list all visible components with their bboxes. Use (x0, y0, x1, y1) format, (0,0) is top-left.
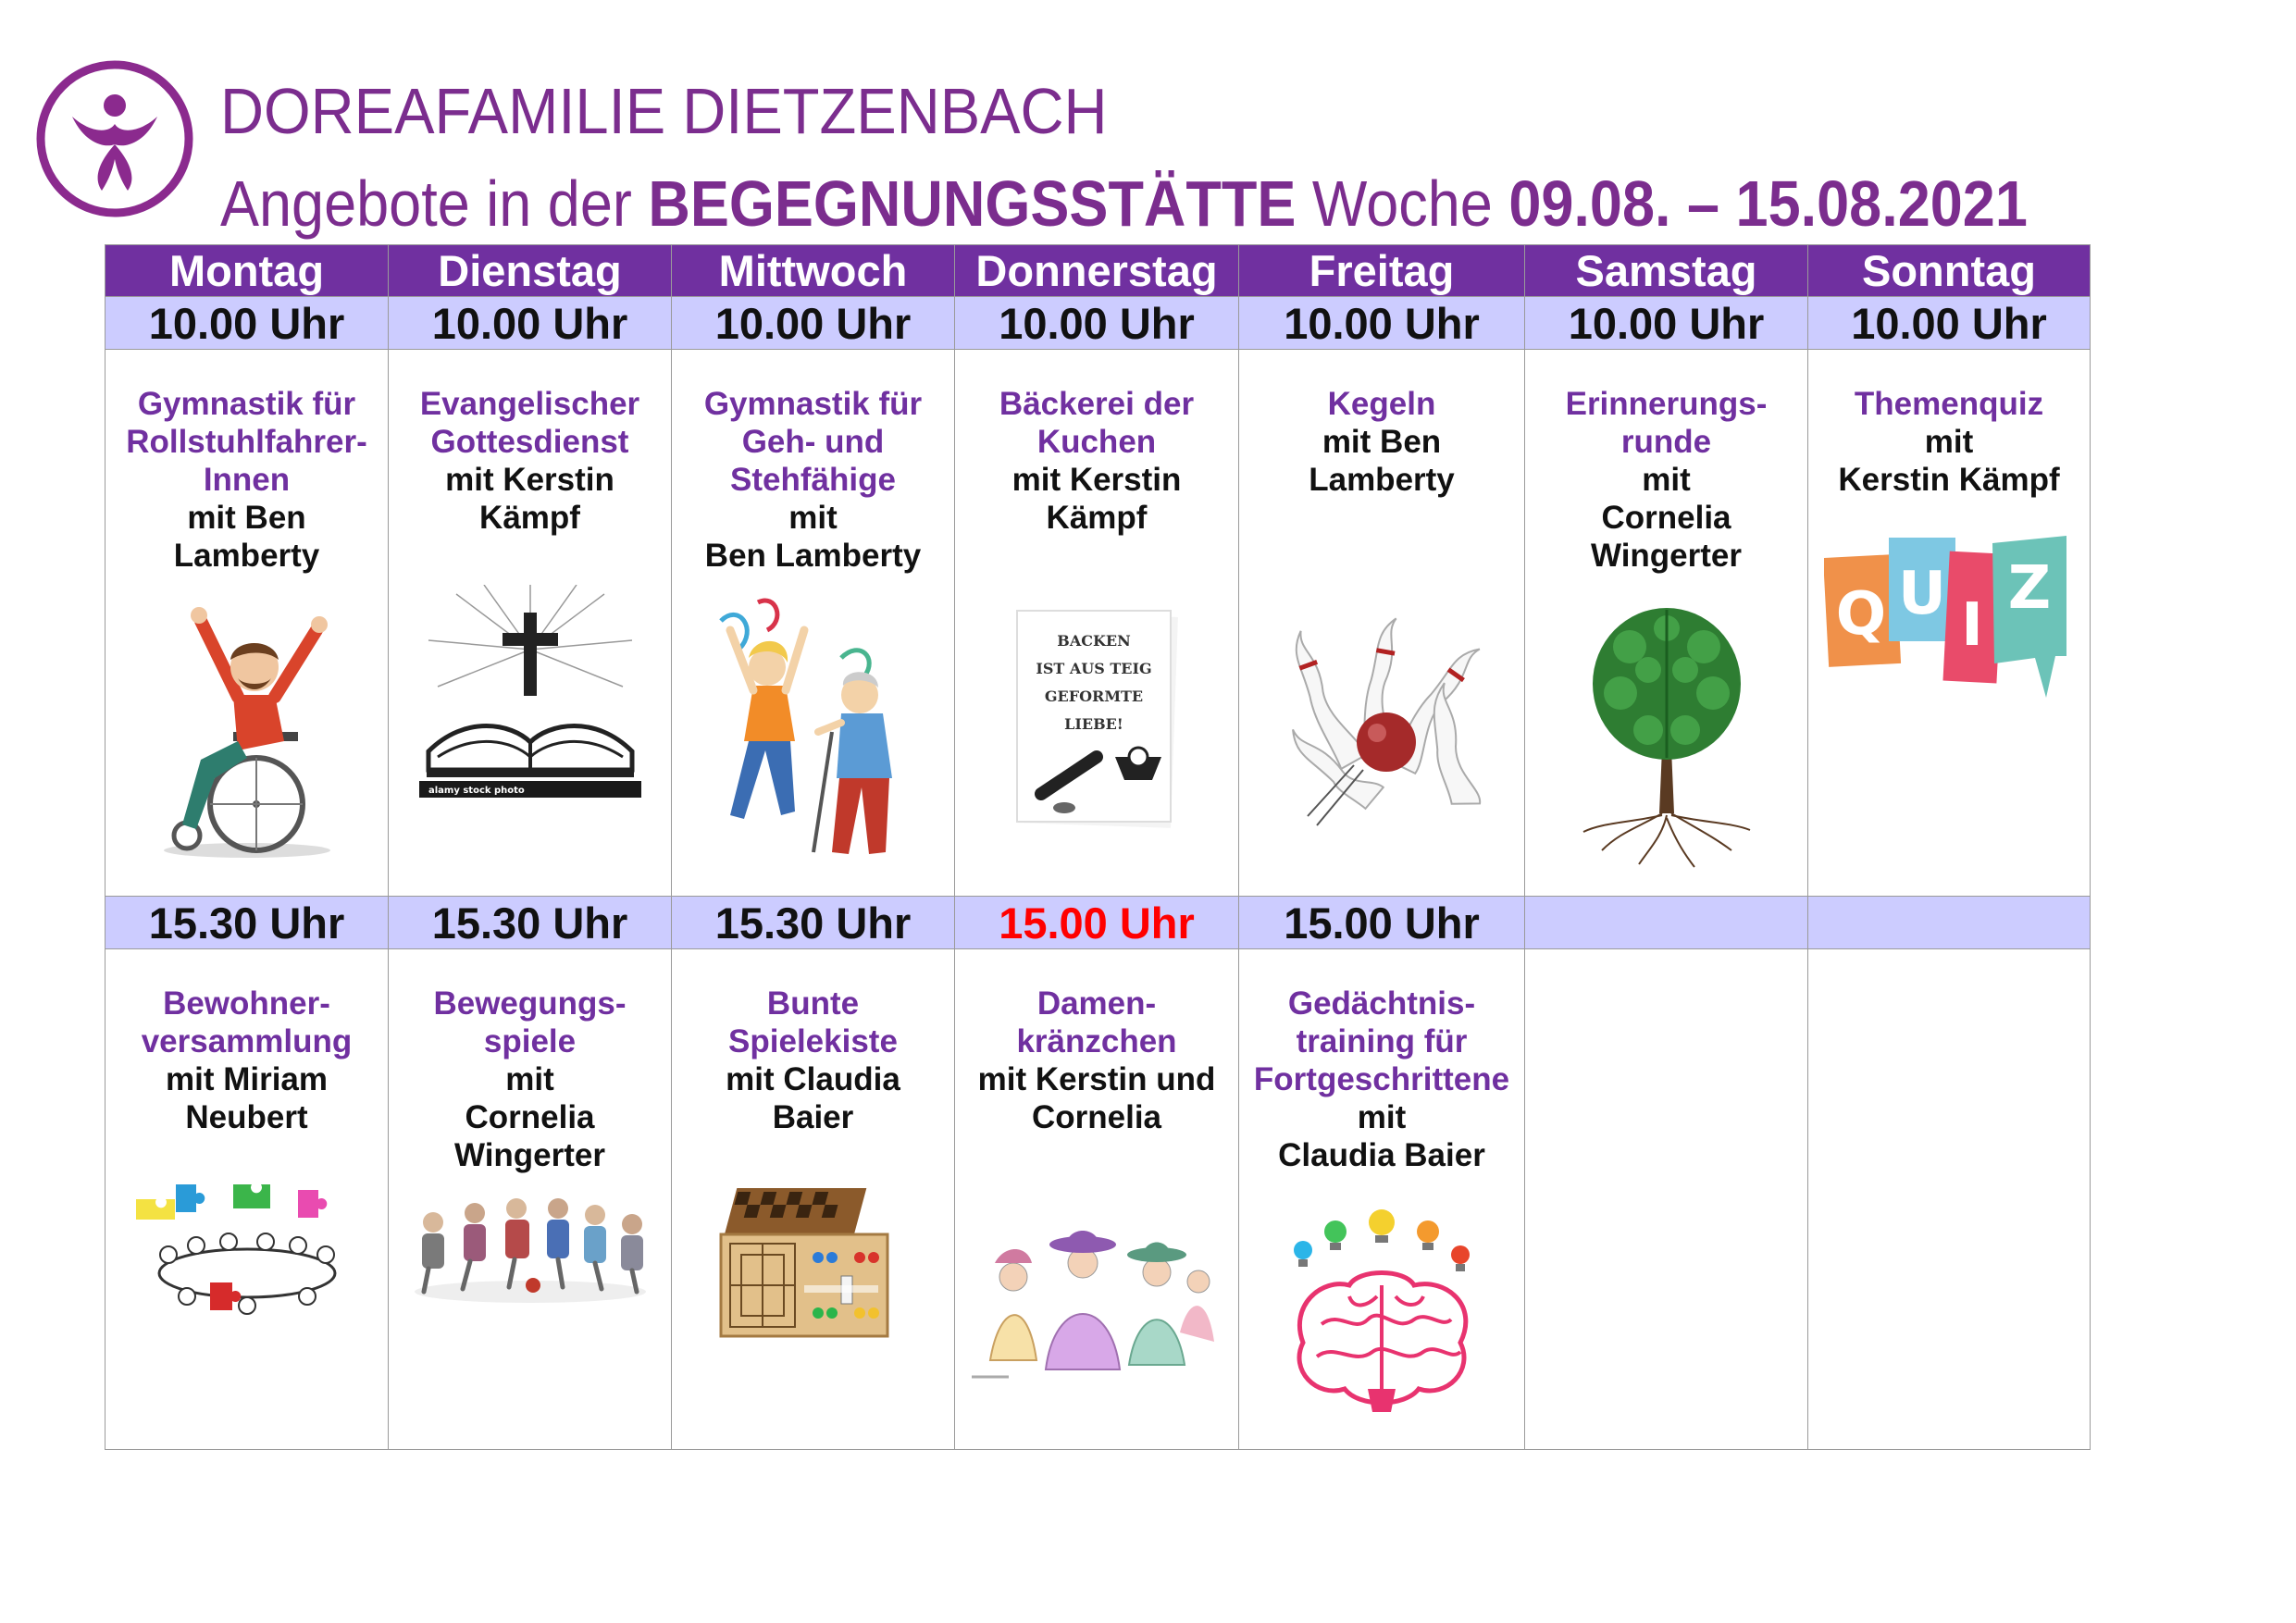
activity-host: Wingerter (453, 1137, 606, 1173)
wheelchair-gymnastics-image (145, 593, 349, 861)
morning-time: 10.00 Uhr (1525, 297, 1808, 350)
quiz-letter: Z (2007, 554, 2052, 623)
seniors-circle-image (405, 1185, 655, 1306)
activity-host: Cornelia (1031, 1099, 1162, 1135)
activity-host: mit (1642, 462, 1691, 498)
board-games-image (702, 1179, 925, 1345)
morning-time: 10.00 Uhr (1239, 297, 1525, 350)
activity-title: Rollstuhlfahrer- (126, 424, 367, 460)
quiz-letter: U (1898, 560, 1946, 628)
activity-title: Gymnastik für (137, 386, 356, 422)
afternoon-time: 15.00 Uhr (1239, 897, 1525, 949)
activity-cell-empty (1808, 949, 2091, 1450)
activity-title: spiele (483, 1023, 577, 1059)
activity-host: Kämpf (1046, 500, 1148, 536)
dancing-seniors-image (702, 593, 925, 871)
afternoon-time: 15.30 Uhr (672, 897, 955, 949)
activity-cell (1239, 350, 1525, 897)
activity-title: Geh- und (741, 424, 885, 460)
activity-host: Cornelia (1601, 500, 1731, 536)
bowling-image (1271, 608, 1493, 830)
activity-host: mit Kerstin und (977, 1061, 1216, 1097)
morning-time: 10.00 Uhr (955, 297, 1239, 350)
day-header: Dienstag (389, 245, 672, 297)
activity-cell (672, 350, 955, 897)
activity-host: mit Ben (1322, 424, 1442, 460)
activity-title: Stehfähige (730, 462, 896, 498)
day-header: Sonntag (1808, 245, 2091, 297)
activity-host: Ben Lamberty (704, 538, 922, 574)
activity-host: Cornelia (465, 1099, 595, 1135)
doreafamilie-logo (35, 59, 194, 218)
activity-host: Lamberty (173, 538, 320, 574)
activity-title: Kuchen (1036, 424, 1157, 460)
brain-tree-image (1574, 601, 1759, 869)
morning-time: 10.00 Uhr (105, 297, 389, 350)
activity-cell (1525, 350, 1808, 897)
card-text: GEFORMTE (1044, 688, 1144, 705)
day-header: Montag (105, 245, 389, 297)
puzzle-meeting-image (131, 1181, 363, 1319)
activity-title: Bäckerei der (999, 386, 1195, 422)
activity-host: mit Miriam (165, 1061, 329, 1097)
activity-cell (389, 350, 672, 897)
afternoon-time-row (105, 897, 2091, 949)
activity-title: kränzchen (1016, 1023, 1177, 1059)
afternoon-time: 15.30 Uhr (105, 897, 389, 949)
activity-cell (389, 949, 672, 1450)
day-header: Samstag (1525, 245, 1808, 297)
image-watermark: alamy stock photo (428, 786, 525, 796)
activity-host: mit Kerstin (445, 462, 614, 498)
morning-activities-row (105, 350, 2091, 897)
activity-host: Kerstin Kämpf (1838, 462, 2060, 498)
activity-host: Kämpf (479, 500, 580, 536)
quiz-letter: I (1961, 591, 1983, 660)
activity-title: Spielekiste (728, 1023, 898, 1059)
activity-host: mit (1357, 1099, 1407, 1135)
weekly-schedule-table (105, 244, 2091, 1450)
day-header-row (105, 245, 2091, 297)
activity-title: Kegeln (1327, 386, 1436, 422)
morning-time: 10.00 Uhr (672, 297, 955, 350)
baking-card-image (1013, 609, 1180, 831)
activity-host: mit (1924, 424, 1974, 460)
activity-title: Gymnastik für (703, 386, 923, 422)
morning-time: 10.00 Uhr (1808, 297, 2091, 350)
activity-host: Wingerter (1590, 538, 1743, 574)
bible-cross-image (419, 585, 641, 798)
week-heading: Angebote in der BEGEGNUNGSSTÄTTE Woche 09.08. – 15.08.2021 (220, 167, 2028, 240)
activity-cell (955, 350, 1239, 897)
afternoon-time (1808, 897, 2091, 949)
activity-cell-empty (1525, 949, 1808, 1450)
afternoon-time: 15.30 Uhr (389, 897, 672, 949)
activity-title: training für (1296, 1023, 1468, 1059)
activity-host: Neubert (185, 1099, 308, 1135)
day-header: Mittwoch (672, 245, 955, 297)
card-text: IST AUS TEIG (1036, 660, 1152, 677)
activity-title: Fortgeschrittene (1253, 1061, 1510, 1097)
activity-cell (1239, 949, 1525, 1450)
morning-time: 10.00 Uhr (389, 297, 672, 350)
activity-host: mit (505, 1061, 554, 1097)
organization-title: DOREAFAMILIE DIETZENBACH (220, 75, 1108, 147)
activity-title: Bewohner- (163, 985, 330, 1022)
afternoon-time: 15.00 Uhr (955, 897, 1239, 949)
activity-title: runde (1620, 424, 1712, 460)
card-text: LIEBE! (1064, 715, 1123, 733)
day-header: Donnerstag (955, 245, 1239, 297)
activity-host: mit Claudia (726, 1061, 900, 1097)
activity-host: Claudia Baier (1278, 1137, 1485, 1173)
day-header: Freitag (1239, 245, 1525, 297)
activity-host: mit (788, 500, 838, 536)
activity-title: Bewegungs- (433, 985, 627, 1022)
activity-host: Baier (772, 1099, 854, 1135)
activity-host: mit Ben (187, 500, 306, 536)
activity-cell (1808, 350, 2091, 897)
brain-bulbs-image (1266, 1204, 1497, 1417)
activity-host: mit Kerstin (1011, 462, 1182, 498)
activity-title: Gedächtnis- (1287, 985, 1476, 1022)
activity-title: Gottesdienst (430, 424, 629, 460)
activity-cell (672, 949, 955, 1450)
activity-cell (105, 350, 389, 897)
ladies-tea-image (972, 1194, 1222, 1379)
activity-host: Lamberty (1309, 462, 1455, 498)
afternoon-time (1525, 897, 1808, 949)
card-text: BACKEN (1057, 632, 1131, 650)
activity-cell (105, 949, 389, 1450)
activity-title: Bunte (766, 985, 860, 1022)
activity-title: Damen- (1036, 985, 1157, 1022)
activity-title: Evangelischer (419, 386, 640, 422)
activity-title: versammlung (141, 1023, 353, 1059)
quiz-image (1824, 536, 2074, 702)
activity-title: Innen (203, 462, 291, 498)
morning-time-row (105, 297, 2091, 350)
activity-title: Themenquiz (1854, 386, 2044, 422)
afternoon-activities-row (105, 949, 2091, 1450)
activity-title: Erinnerungs- (1565, 386, 1768, 422)
quiz-letter: Q (1835, 580, 1887, 649)
activity-cell (955, 949, 1239, 1450)
